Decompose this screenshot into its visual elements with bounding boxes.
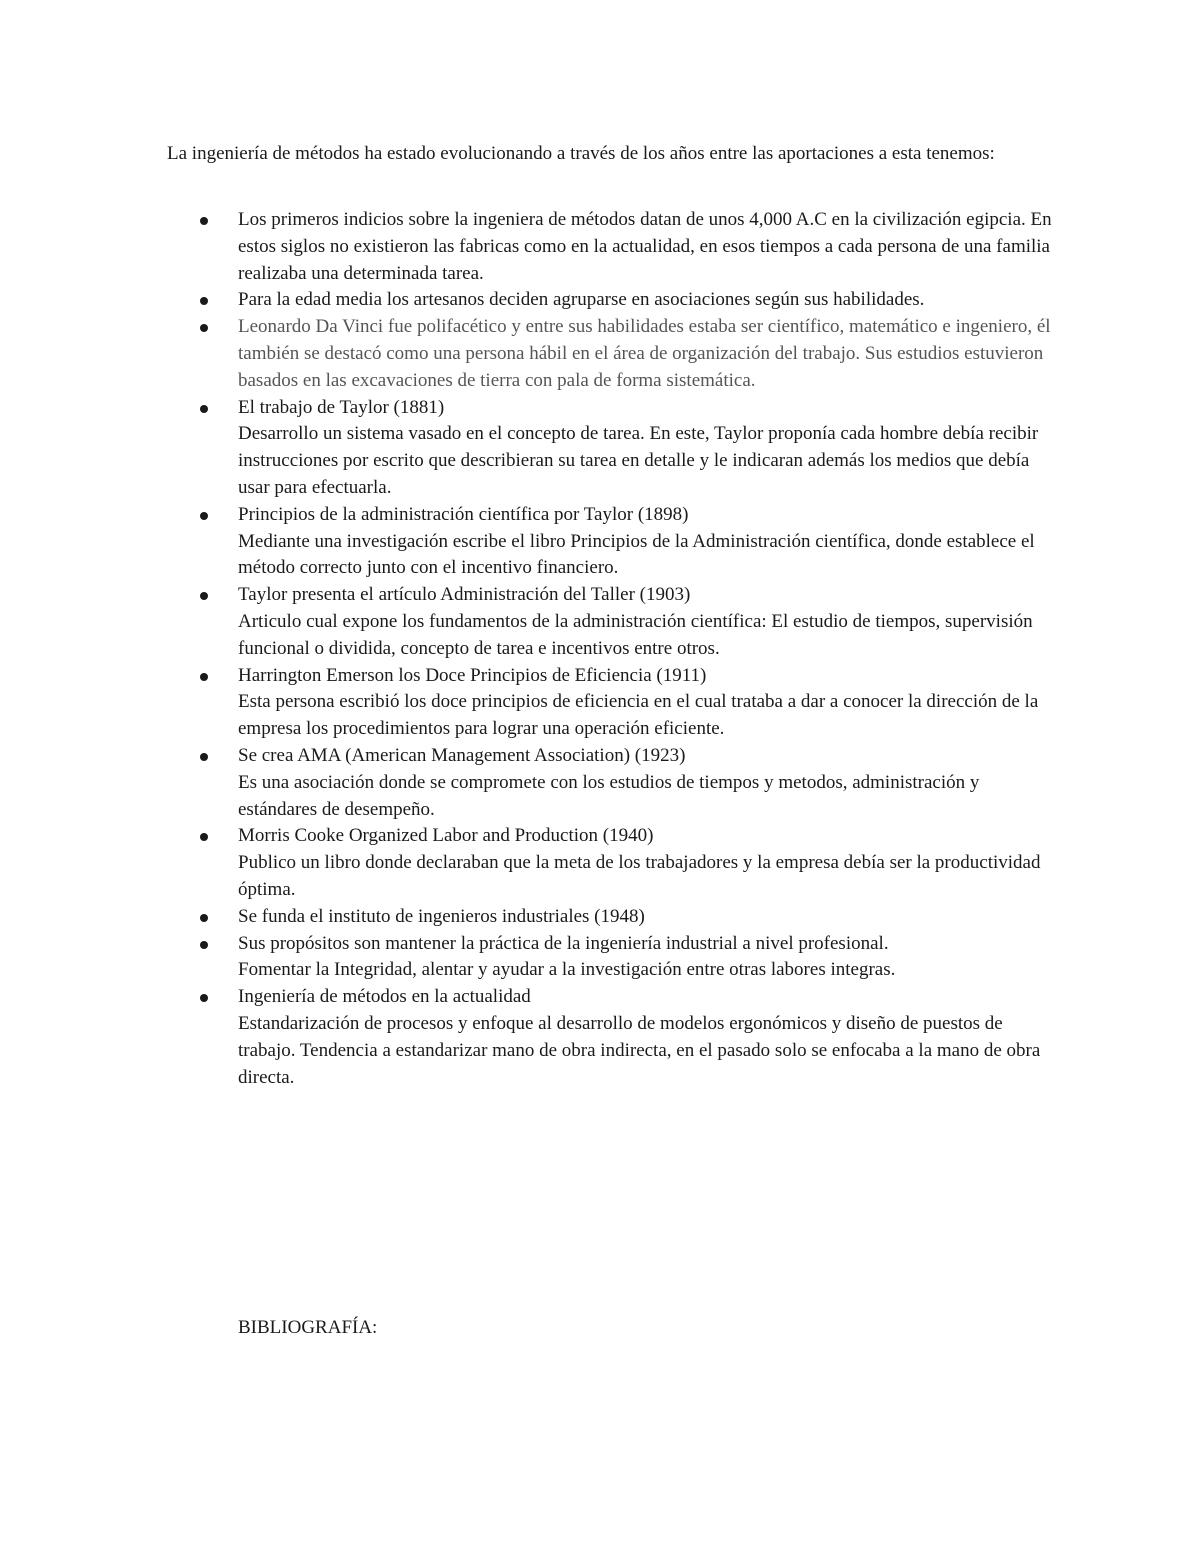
list-item-description: Estandarización de procesos y enfoque al desarrollo de modelos ergonómicos y diseño de puestos de trabajo. Tendencia a estandarizar mano de obra indirecta, en el pasado solo se enfocaba a la mano de obra directa. (238, 1012, 1041, 1088)
list-item (238, 314, 1058, 394)
list-item (238, 904, 1058, 931)
list-item-title: Morris Cooke Organized Labor and Production (1940) (238, 825, 654, 847)
list-item-title: Ingeniería de métodos en la actualidad (238, 986, 531, 1008)
list-item (238, 582, 1058, 662)
bullet-icon (200, 673, 208, 681)
list-item-title: Se crea AMA (American Management Association) (1923) (238, 744, 686, 766)
list-item (238, 663, 1058, 743)
list-item-title: Se funda el instituto de ingenieros industriales (1948) (238, 905, 645, 927)
bullet-icon (200, 297, 208, 305)
bullet-icon (200, 753, 208, 761)
history-list (238, 207, 1058, 1091)
bullet-icon (200, 914, 208, 922)
list-item (238, 931, 1058, 985)
list-item-description: Mediante una investigación escribe el libro Principios de la Administración científica, donde establece el método correcto junto con el incentivo financiero. (238, 530, 1035, 579)
bullet-icon (200, 833, 208, 841)
intro-paragraph: La ingeniería de métodos ha estado evolucionando a través de los años entre las aportaciones a esta tenemos: (167, 143, 995, 164)
bullet-icon (200, 405, 208, 413)
list-item (238, 502, 1058, 582)
list-item-description: Publico un libro donde declaraban que la meta de los trabajadores y la empresa debía ser la productividad óptima. (238, 852, 1041, 900)
list-item-title: Los primeros indicios sobre la ingeniera de métodos datan de unos 4,000 A.C en la civilización egipcia. En estos siglos no existieron las fabricas como en la actualidad, en esos tiempos a cada persona de una familia realizaba una determinada tarea. (238, 209, 1052, 284)
list-item (238, 395, 1058, 502)
bullet-icon (200, 941, 208, 949)
list-item-title: Para la edad media los artesanos deciden agruparse en asociaciones según sus habilidades. (238, 289, 925, 311)
list-item-description: Esta persona escribió los doce principios de eficiencia en el cual trataba a dar a conocer la dirección de la empresa los procedimientos para lograr una operación eficiente. (238, 691, 1039, 740)
list-item-title: Taylor presenta el artículo Administración del Taller (1903) (238, 584, 691, 606)
list-item-description: Es una asociación donde se compromete con los estudios de tiempos y metodos, administración y estándares de desempeño. (238, 771, 980, 820)
list-item-description: Desarrollo un sistema vasado en el concepto de tarea. En este, Taylor proponía cada hombre debía recibir instrucciones por escrito que describieran su tarea en detalle y le indicaran además los medios que debía usar para efectuarla. (238, 423, 1039, 498)
bullet-icon (200, 217, 208, 225)
list-item (238, 823, 1058, 903)
list-item (238, 287, 1058, 314)
bullet-icon (200, 994, 208, 1002)
list-item-title: Sus propósitos son mantener la práctica de la ingeniería industrial a nivel profesional. (238, 932, 889, 954)
list-item-title: Leonardo Da Vinci fue polifacético y entre sus habilidades estaba ser científico, matemático e ingeniero, él también se destacó como una persona hábil en el área de organización del trabajo. Sus estudios estuvieron basados en las excavaciones de tierra con pala de forma sistemática. (238, 316, 1051, 391)
list-item-description: Articulo cual expone los fundamentos de la administración científica: El estudio de tiempos, supervisión funcional o dividida, concepto de tarea e incentivos entre otros. (238, 610, 1033, 659)
list-item-title: Harrington Emerson los Doce Principios de Eficiencia (1911) (238, 664, 707, 686)
list-item (238, 743, 1058, 823)
bullet-icon (200, 324, 208, 332)
bullet-icon (200, 512, 208, 520)
bullet-icon (200, 592, 208, 600)
list-item-description: Fomentar la Integridad, alentar y ayudar a la investigación entre otras labores integras. (238, 959, 896, 981)
bibliography-heading: BIBLIOGRAFÍA: (238, 1317, 378, 1338)
list-item (238, 207, 1058, 287)
list-item (238, 984, 1058, 1091)
list-item-title: Principios de la administración científica por Taylor (1898) (238, 503, 689, 525)
list-item-title: El trabajo de Taylor (1881) (238, 396, 445, 418)
